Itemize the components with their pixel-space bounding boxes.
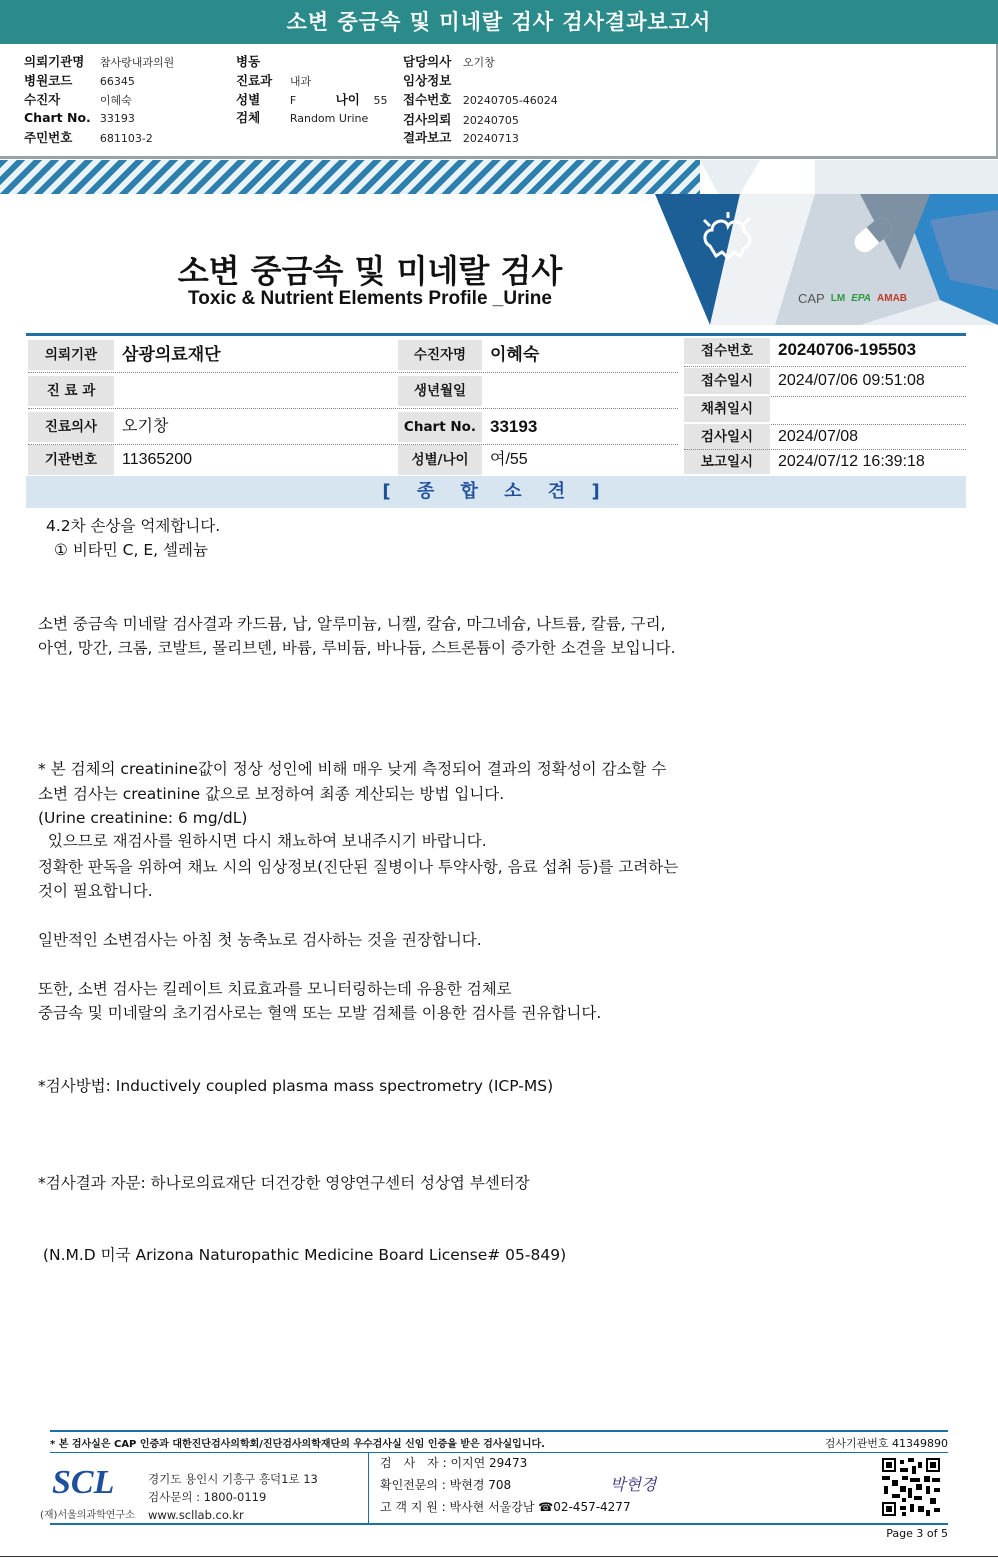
requesting-org-value: 삼광의료재단 (122, 345, 221, 364)
value: 66345 (99, 75, 135, 88)
label: 주민번호 (24, 130, 73, 145)
label: Chart No. (24, 110, 91, 125)
value: 20240713 (462, 132, 519, 145)
text-line: (Urine creatinine: 6 mg/dL) (38, 809, 248, 827)
label: 병동 (236, 54, 261, 69)
report-time-value: 2024/07/12 16:39:18 (778, 453, 925, 470)
cap-logo: CAP (798, 290, 825, 306)
text-line: 정확한 판독을 위하여 채뇨 시의 임상정보(진단된 질병이나 투약사항, 음료 섭취 등)를 고려하는 (38, 858, 679, 876)
label-department: 진 료 과 (28, 376, 114, 406)
text-line: 것이 필요합니다. (38, 882, 153, 900)
report-banner (0, 160, 998, 325)
header-patient (24, 90, 132, 108)
value: 20240705 (462, 114, 519, 127)
value: 참사랑내과의원 (99, 56, 175, 69)
value: 이혜숙 (99, 94, 132, 107)
lab-code: 검사기관번호 41349890 (824, 1437, 948, 1450)
text-line: *검사결과 자문: 하나로의료재단 더건강한 영양연구센터 성상엽 부센터장 (38, 1174, 530, 1192)
chelation-note (38, 977, 738, 1025)
test-date-value: 2024/07/08 (778, 428, 859, 445)
lab-phone: 검사문의 : 1800-0119 (148, 1490, 267, 1504)
value: 681103-2 (99, 132, 153, 145)
sex-age-value: 여/55 (490, 451, 528, 468)
header-hospital (24, 52, 174, 70)
brain-icon (700, 212, 756, 264)
text-line: 일반적인 소변검사는 아침 첫 농축뇨로 검사하는 것을 권장합니다. (38, 931, 482, 949)
label: 임상정보 (403, 73, 452, 88)
text-line: 4.2차 손상을 억제합니다. (46, 517, 221, 535)
label: 검체 (236, 110, 261, 125)
label-patient-name: 수진자명 (398, 340, 482, 370)
report-footer (40, 1430, 948, 1525)
patient-info-table (26, 333, 966, 473)
row-divider (28, 408, 678, 409)
header-hospital-code (24, 71, 135, 89)
lab-website: www.scllab.co.kr (148, 1508, 244, 1522)
label-institution-no: 기관번호 (28, 445, 114, 475)
qr-code-icon (882, 1458, 940, 1516)
epa-logo: EPA (851, 292, 872, 304)
text-line: 또한, 소변 검사는 킬레이트 치료효과를 모니터링하는데 유용한 검체로 (38, 980, 512, 998)
text-line: ① 비타민 C, E, 셀레늄 (54, 541, 208, 559)
banner-title: 소변 중금속 및 미네랄 검사 (177, 252, 563, 290)
value: 내과 (289, 75, 312, 88)
banner-subtitle: Toxic & Nutrient Elements Profile _Urine (188, 288, 552, 309)
value: 오기창 (462, 56, 495, 69)
age-label: 나이 (335, 92, 360, 107)
text-line: 소변 중금속 미네랄 검사결과 카드뮴, 납, 알루미늄, 니켈, 칼슘, 마그네슘, 나트륨, 칼륨, 구리, (38, 615, 666, 633)
physician-value: 오기창 (122, 418, 169, 435)
header-doctor (403, 52, 495, 70)
header-department (236, 71, 311, 89)
text-line: 중금속 및 미네랄의 초기검사로는 혈액 또는 모발 검체를 이용한 검사를 권유합니다. (38, 1004, 602, 1022)
value: Random Urine (289, 112, 369, 125)
summary-heading: [ 종 합 소 견 ] (26, 476, 966, 508)
label: 검사의뢰 (403, 112, 452, 127)
amab-logo: AMAB (877, 292, 908, 304)
footer-vdivider (368, 1452, 369, 1525)
institution-no-value: 11365200 (122, 451, 192, 468)
row-divider (684, 366, 966, 367)
text-line: * 본 검체의 creatinine값이 정상 성인에 비해 매우 낮게 측정되어 결과의 정확성이 감소할 수 (38, 760, 667, 778)
label-sex-age: 성별/나이 (398, 445, 482, 475)
label: 의뢰기관명 (24, 54, 85, 69)
label-physician: 진료의사 (28, 412, 114, 442)
header-clinical-info (403, 71, 463, 89)
label-report-time: 보고일시 (684, 450, 770, 474)
value: 33193 (99, 112, 135, 125)
clinical-info-note (38, 855, 738, 903)
value: 20240705-46024 (462, 94, 558, 107)
bottom-rule (0, 1556, 998, 1557)
text-line: *검사방법: Inductively coupled plasma mass spectrometry (ICP-MS) (38, 1077, 554, 1095)
header-report-date (403, 128, 519, 146)
label: 병원코드 (24, 73, 73, 88)
signature: 박현경 (610, 1475, 657, 1494)
patient-name-value: 이혜숙 (490, 345, 540, 364)
birthdate-value (482, 376, 678, 406)
row-divider (28, 372, 678, 373)
accreditation-note: * 본 검사실은 CAP 인증과 대한진단검사의학회/진단검사의학재단의 우수검사실 신임 인증을 받은 검사실입니다. (50, 1439, 545, 1450)
summary-paragraph (38, 612, 738, 660)
capsule-icon (848, 210, 898, 260)
lab-contact (148, 1470, 318, 1524)
method-note (38, 1074, 738, 1098)
value: F (289, 94, 297, 107)
text-line: 아연, 망간, 크롬, 코발트, 몰리브덴, 바륨, 루비듐, 바나듐, 스트론튬이 증가한 소견을 보입니다. (38, 639, 676, 657)
header-chart-no (24, 110, 135, 125)
scl-org-name: (재)서울의과학연구소 (40, 1510, 135, 1521)
label: 담당의사 (403, 54, 452, 69)
text-line: 있으므로 재검사를 원하시면 다시 채뇨하여 보내주시기 바랍니다. (38, 832, 487, 850)
header-specimen (236, 108, 368, 126)
morning-urine-note (38, 928, 738, 952)
label-test-date: 검사일시 (684, 424, 770, 450)
correction-note (38, 782, 738, 830)
stripe-decoration (0, 160, 700, 194)
advisor-note (38, 1123, 738, 1291)
text-line: 소변 검사는 creatinine 값으로 보정하여 최종 계산되는 방법 입니다. (38, 785, 505, 803)
label-birthdate: 생년월일 (398, 376, 482, 406)
header-request-date (403, 110, 519, 128)
tester: 검 사 자 : 이지연 29473 (380, 1456, 528, 1470)
confirming-physician: 확인전문의 : 박현경 708 (380, 1478, 512, 1492)
collection-time-value (770, 396, 966, 422)
page-number: Page 3 of 5 (886, 1527, 948, 1540)
header-info (0, 44, 998, 159)
staff-info (380, 1452, 631, 1518)
report-title-bar: 소변 중금속 및 미네랄 검사 검사결과보고서 (0, 0, 998, 44)
chart-no-value: 33193 (490, 417, 538, 436)
label-collection-time: 채취일시 (684, 396, 770, 422)
department-value (114, 376, 398, 406)
label-receipt-no: 접수번호 (684, 338, 770, 364)
accreditation-logos (798, 284, 907, 312)
label-requesting-org: 의뢰기관 (28, 340, 114, 370)
label: 성별 (236, 92, 261, 107)
lm-logo: LM (830, 292, 846, 304)
receipt-no-value: 20240706-195503 (778, 340, 917, 359)
label: 결과보고 (403, 130, 452, 145)
label-chart-no: Chart No. (398, 412, 482, 442)
receipt-time-value: 2024/07/06 09:51:08 (778, 372, 925, 389)
header-resident-no (24, 128, 153, 146)
text-line: (N.M.D 미국 Arizona Naturopathic Medicine Board License# 05-849) (38, 1246, 567, 1264)
age-value: 55 (373, 94, 388, 107)
header-sex-age (236, 90, 387, 108)
header-receipt-no (403, 90, 558, 108)
scl-logo: SCL (52, 1464, 115, 1501)
label: 수진자 (24, 92, 61, 107)
label-receipt-time: 접수일시 (684, 368, 770, 394)
lab-address: 경기도 용인시 기흥구 흥덕1로 13 (148, 1472, 318, 1486)
label: 진료과 (236, 73, 273, 88)
customer-support: 고 객 지 원 : 박사현 서울강남 ☎02-457-4277 (380, 1500, 631, 1514)
recommendation-item (46, 514, 746, 562)
header-ward (236, 52, 290, 70)
label: 접수번호 (403, 92, 452, 107)
